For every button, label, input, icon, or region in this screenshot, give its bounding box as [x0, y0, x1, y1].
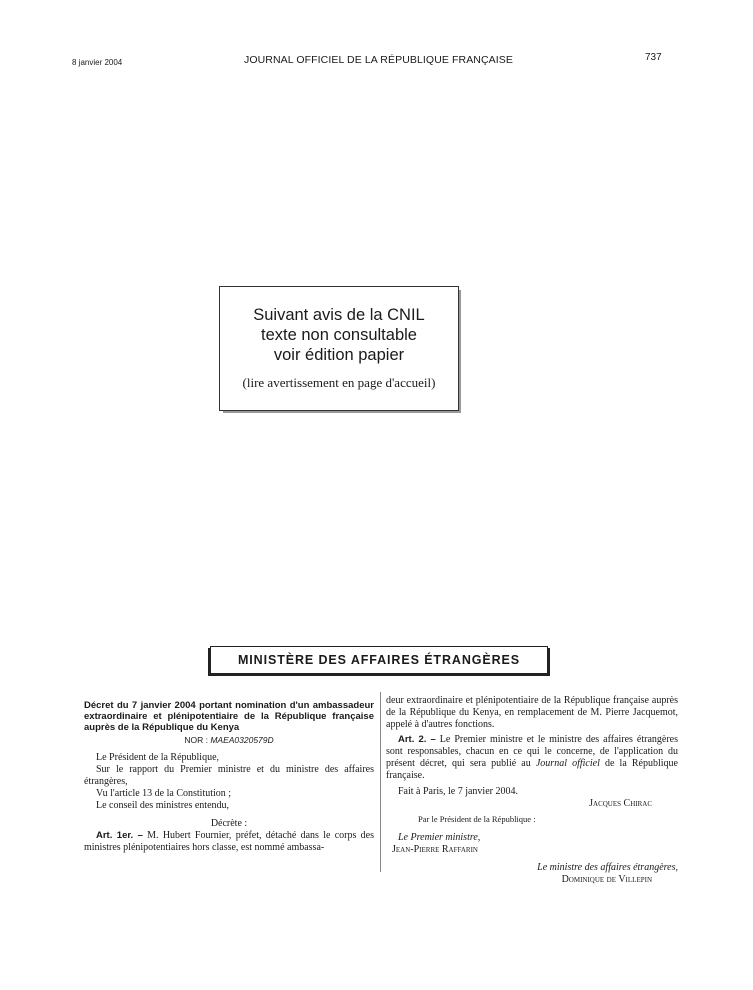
article-2-label: Art. 2. – [398, 734, 436, 745]
prime-minister-title: Le Premier ministre, [398, 832, 481, 843]
ministry-banner-shadow-right [548, 648, 550, 676]
nor-reference [84, 734, 374, 746]
article-2-text-end: de la République française. [386, 758, 678, 781]
ministry-banner-shadow-bottom [210, 674, 550, 676]
nor-label: NOR : [184, 735, 208, 745]
page-number: 737 [645, 52, 662, 63]
decree-title: Décret du 7 janvier 2004 portant nomination d'un ambassadeur extraordinaire et plénipotentiaire de la République française auprès de la République du Kenya [84, 700, 374, 733]
prime-minister-name: Jean-Pierre Raffarin [392, 844, 478, 855]
preamble-line: Le Président de la République, [96, 752, 220, 763]
fait-a-paris: Fait à Paris, le 7 janvier 2004. [398, 786, 518, 797]
column-divider [380, 692, 381, 872]
cnil-notice-line2: texte non consultable [261, 326, 417, 344]
cnil-notice-note: (lire avertissement en page d'accueil) [242, 375, 436, 390]
ministry-banner [210, 646, 548, 674]
minister-title: Le ministre des affaires étrangères, [537, 862, 678, 873]
ministry-title: MINISTÈRE DES AFFAIRES ÉTRANGÈRES [237, 653, 521, 667]
cnil-notice-line1: Suivant avis de la CNIL [253, 306, 425, 324]
article-1-text: M. Hubert Fournier, préfet, détaché dans le corps des ministres plénipotentiaires hors classe, est nommé ambassa- [84, 830, 374, 853]
cnil-notice-line3: voir édition papier [273, 346, 405, 364]
article-1 [84, 830, 374, 854]
article-2-text: Le Premier ministre et le ministre des affaires étrangères sont responsables, chacun en ce qui le concerne, de l'application du présent décret, qui sera publié au [386, 734, 678, 769]
signature-president: Jacques Chirac [589, 798, 652, 809]
right-column [386, 695, 678, 886]
article-2 [386, 734, 678, 782]
cnil-box-shadow-bottom [223, 411, 461, 413]
preamble-line: Sur le rapport du Premier ministre et du ministre des affaires étrangères, [84, 764, 374, 787]
header-date: 8 janvier 2004 [72, 58, 123, 67]
article-1-label: Art. 1er. – [96, 830, 143, 841]
journal-title: JOURNAL OFFICIEL DE LA RÉPUBLIQUE FRANÇAISE [244, 54, 513, 66]
preamble-line: Le conseil des ministres entendu, [96, 800, 230, 811]
decrete-heading: Décrète : [210, 818, 248, 829]
cnil-box-shadow-right [459, 290, 461, 413]
left-column [84, 700, 374, 854]
article-1-continuation: deur extraordinaire et plénipotentiaire de la République française auprès de la République du Kenya, en remplacement de M. Pierre Jacquemot, appelé à d'autres fonctions. [386, 695, 678, 730]
article-2-journal: Journal officiel [535, 758, 600, 769]
par-le-president: Par le Président de la République : [418, 814, 536, 824]
preamble-line: Vu l'article 13 de la Constitution ; [96, 788, 232, 799]
cnil-notice-box [219, 286, 459, 411]
minister-name: Dominique de Villepin [561, 874, 652, 885]
nor-code: MAEA0320579D [210, 735, 274, 745]
